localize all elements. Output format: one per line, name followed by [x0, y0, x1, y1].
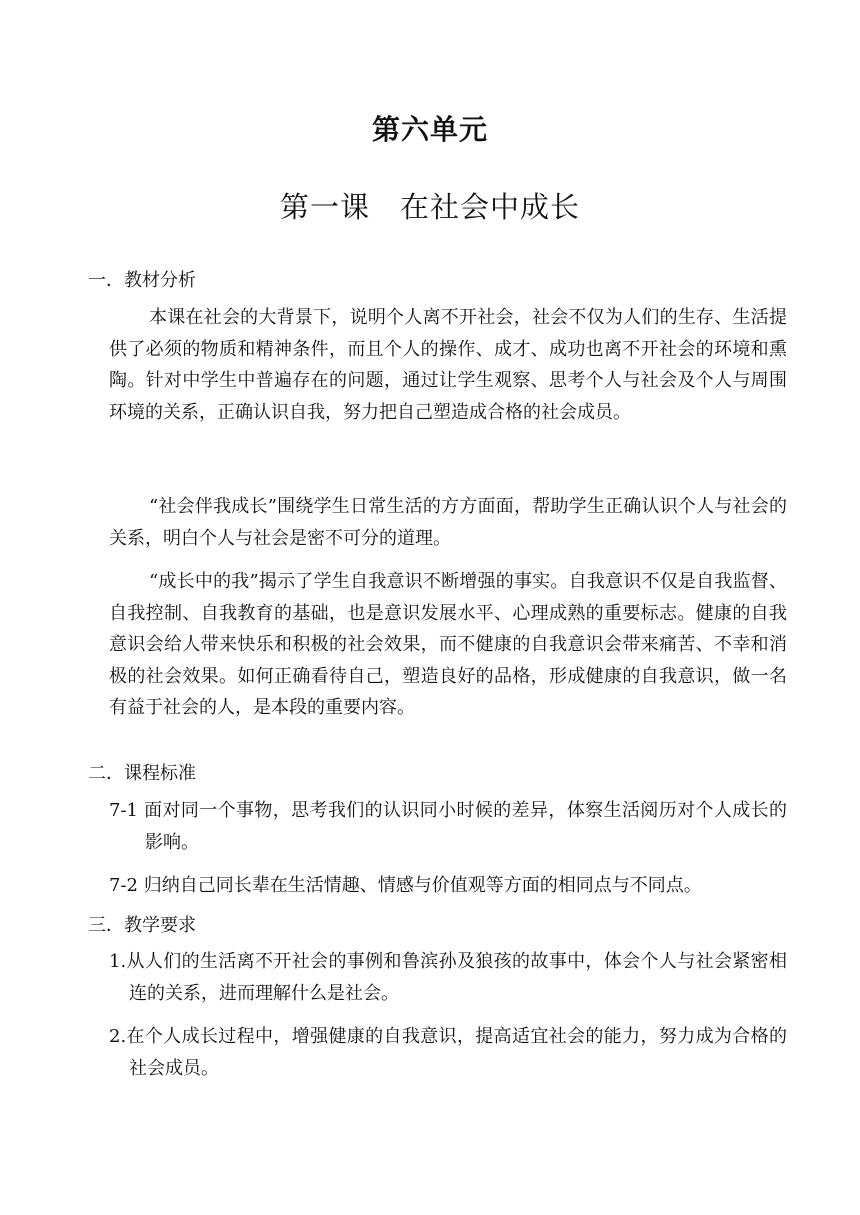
standard-item-7-1: 7-1 面对同一个事物，思考我们的认识同小时候的差异，体察生活阅历对个人成长的影响。 — [109, 800, 787, 853]
paragraph-growing-self: “成长中的我”揭示了学生自我意识不断增强的事实。自我意识不仅是自我监督、自我控制、自我教育的基础，也是意识发展水平、心理成熟的重要标志。健康的自我意识会给人带来快乐和积极的社会效果，而不健康的自我意识会带来痛苦、不幸和消极的社会效果。如何正确看待自己，塑造良好的品格，形成健康的自我意识，做一名有益于社会的人，是本段的重要内容。 — [109, 571, 787, 718]
section-heading-teaching-requirements: 三．教学要求 — [88, 915, 196, 936]
paragraph-society-with-me: “社会伴我成长”围绕学生日常生活的方方面面，帮助学生正确认识个人与社会的关系，明白个人与社会是密不可分的道理。 — [109, 496, 787, 549]
standard-item-7-2: 7-2 归纳自己同长辈在生活情趣、情感与价值观等方面的相同点与不同点。 — [109, 875, 702, 896]
lesson-title: 第一课 在社会中成长 — [279, 190, 580, 224]
requirement-item-1: 1.从人们的生活离不开社会的事例和鲁滨孙及狼孩的故事中，体会个人与社会紧密相连的关系，进而理解什么是社会。 — [109, 951, 787, 1004]
unit-title: 第六单元 — [371, 113, 488, 146]
section-heading-textbook-analysis: 一．教材分析 — [88, 270, 196, 291]
requirement-item-2: 2.在个人成长过程中，增强健康的自我意识，提高适宜社会的能力，努力成为合格的社会成员。 — [109, 1026, 787, 1079]
section-heading-curriculum-standard: 二．课程标准 — [88, 763, 196, 784]
paragraph-lesson-overview: 本课在社会的大背景下，说明个人离不开社会，社会不仅为人们的生存、生活提供了必须的物质和精神条件，而且个人的操作、成才、成功也离不开社会的环境和熏陶。针对中学生中普遍存在的问题，通过让学生观察、思考个人与社会及个人与周围环境的关系，正确认识自我，努力把自己塑造成合格的社会成员。 — [109, 307, 787, 423]
